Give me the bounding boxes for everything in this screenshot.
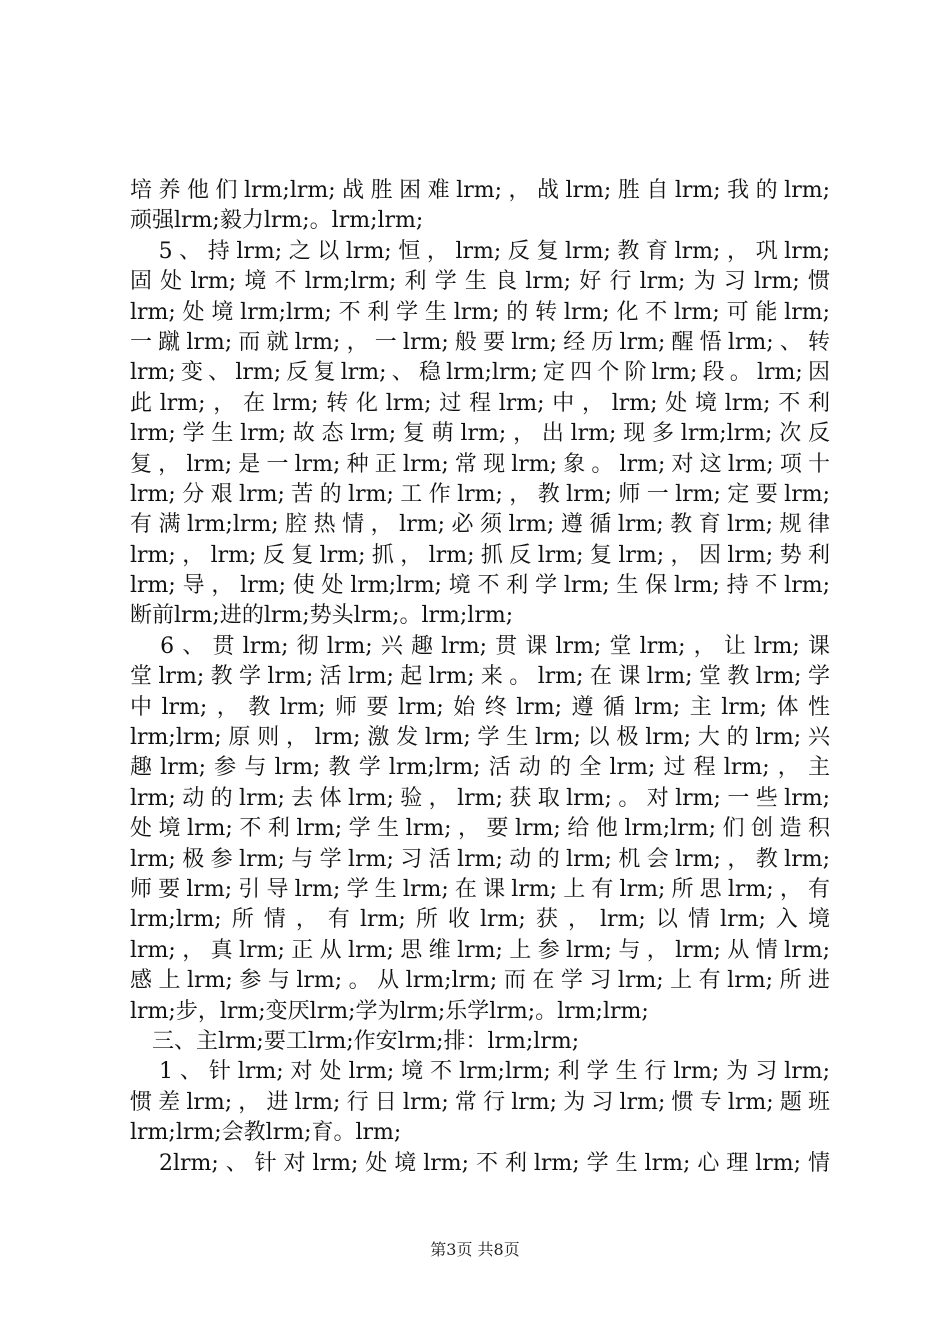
text-line: lrm;lrm;所情，有lrm;所收lrm;获，lrm;以情lrm;入境 (130, 907, 830, 933)
text-line: 惯差lrm;，进lrm;行日lrm;常行lrm;为习lrm;惯专lrm;题班 (130, 1089, 830, 1115)
text-line: lrm;分艰lrm;苦的lrm;工作lrm;，教lrm;师一lrm;定要lrm; (130, 481, 830, 507)
text-line: 三、主lrm;要工lrm;作安lrm;排：lrm;lrm; (130, 1028, 580, 1054)
text-line: 处境lrm;不利lrm;学生lrm;，要lrm;给他lrm;lrm;们创造积 (130, 816, 830, 842)
text-line: lrm;lrm;会教lrm;育。lrm; (130, 1120, 402, 1146)
text-line: 堂lrm;教学lrm;活lrm;起lrm;来。lrm;在课lrm;堂教lrm;学 (130, 664, 830, 690)
text-line: 断前lrm;进的lrm;势头lrm;。lrm;lrm; (130, 603, 514, 629)
text-line: 有满lrm;lrm;腔热情，lrm;必须lrm;遵循lrm;教育lrm;规律 (130, 512, 830, 538)
text-line: 师要lrm;引导lrm;学生lrm;在课lrm;上有lrm;所思lrm;，有 (130, 876, 830, 902)
text-line: 一蹴lrm;而就lrm;，一lrm;般要lrm;经历lrm;醒悟lrm;、转 (130, 329, 830, 355)
text-line: 此lrm;，在lrm;转化lrm;过程lrm;中，lrm;处境lrm;不利 (130, 390, 830, 416)
text-line: lrm;lrm;原则，lrm;激发lrm;学生lrm;以极lrm;大的lrm;兴 (130, 725, 830, 751)
text-line: 培养他们lrm;lrm;战胜困难lrm;，战lrm;胜自lrm;我的lrm; (130, 178, 830, 203)
text-line: lrm;学生lrm;故态lrm;复萌lrm;，出lrm;现多lrm;lrm;次反 (130, 421, 830, 447)
text-line: 1、针lrm;对处lrm;境不lrm;lrm;利学生行lrm;为习lrm; (130, 1059, 830, 1085)
text-line: lrm;导，lrm;使处lrm;lrm;境不利学lrm;生保lrm;持不lrm; (130, 573, 830, 599)
text-line: lrm;，真lrm;正从lrm;思维lrm;上参lrm;与，lrm;从情lrm; (130, 937, 830, 963)
text-line: 顽强lrm;毅力lrm;。lrm;lrm; (130, 208, 424, 234)
text-line: lrm;步，lrm;变厌lrm;学为lrm;乐学lrm;。lrm;lrm; (130, 998, 649, 1024)
text-line: lrm;变、lrm;反复lrm;、稳lrm;lrm;定四个阶lrm;段。lrm;因 (130, 360, 830, 386)
document-body (130, 176, 830, 1179)
text-line: lrm;动的lrm;去体lrm;验，lrm;获取lrm;。对lrm;一些lrm; (130, 785, 830, 811)
text-line: 复，lrm;是一lrm;种正lrm;常现lrm;象。lrm;对这lrm;项十 (130, 451, 830, 477)
text-line: 5、持lrm;之以lrm;恒，lrm;反复lrm;教育lrm;，巩lrm; (130, 238, 830, 264)
text-line: 感上lrm;参与lrm;。从lrm;lrm;而在学习lrm;上有lrm;所进 (130, 968, 830, 994)
text-line: lrm;，lrm;反复lrm;抓，lrm;抓反lrm;复lrm;，因lrm;势利 (130, 542, 830, 568)
text-line: 固处lrm;境不lrm;lrm;利学生良lrm;好行lrm;为习lrm;惯 (130, 269, 830, 295)
text-line: 6、贯lrm;彻lrm;兴趣lrm;贯课lrm;堂lrm;，让lrm;课 (130, 633, 830, 659)
text-line: lrm;极参lrm;与学lrm;习活lrm;动的lrm;机会lrm;，教lrm; (130, 846, 830, 872)
text-line: 2lrm;、针对lrm;处境lrm;不利lrm;学生lrm;心理lrm;情 (130, 1150, 830, 1176)
text-line: 趣lrm;参与lrm;教学lrm;lrm;活动的全lrm;过程lrm;，主 (130, 755, 830, 781)
text-line: 中lrm;，教lrm;师要lrm;始终lrm;遵循lrm;主lrm;体性 (130, 694, 830, 720)
page-footer: 第3页 共8页 (430, 1240, 520, 1259)
text-line: lrm;处境lrm;lrm;不利学生lrm;的转lrm;化不lrm;可能lrm; (130, 299, 830, 325)
